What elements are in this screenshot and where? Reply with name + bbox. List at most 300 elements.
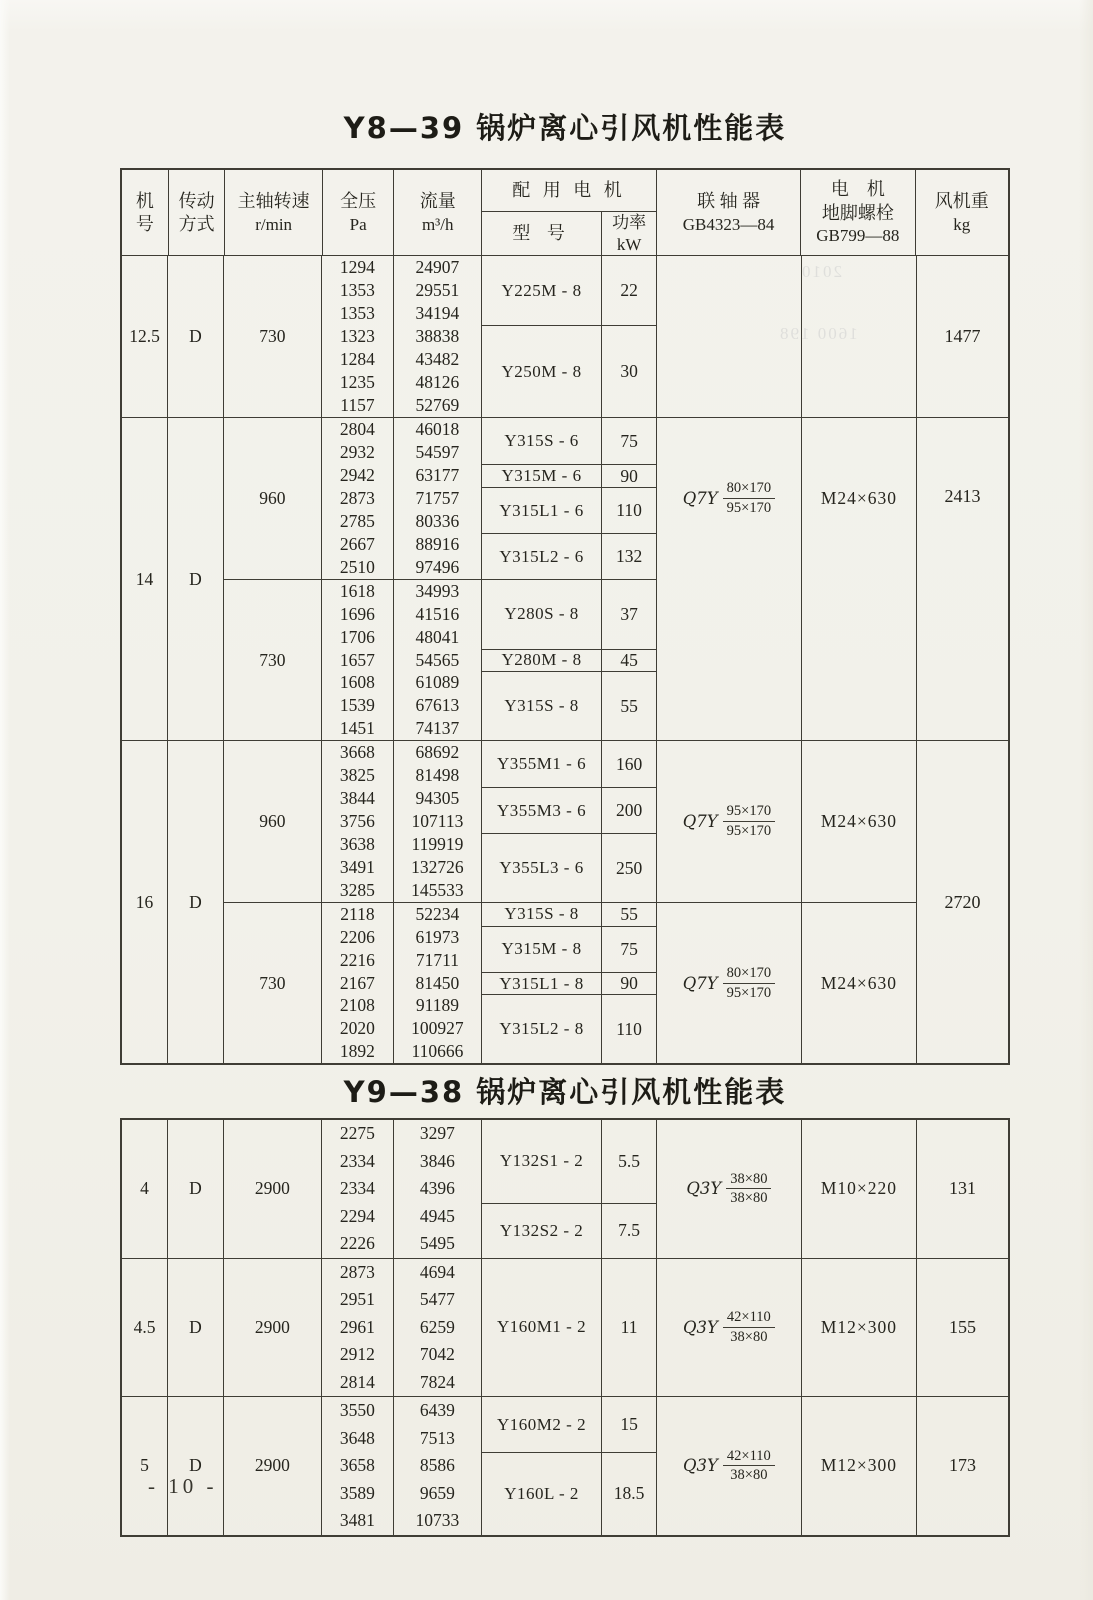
flow-column (393, 256, 481, 417)
anchor-bolt-cell (801, 1397, 916, 1535)
coupling-type: Q3Y (683, 1456, 718, 1476)
flow-value: 6259 (419, 1316, 455, 1337)
coupling-size-bottom: 38×80 (730, 1467, 768, 1484)
block-rows (223, 256, 916, 417)
motor-column (481, 256, 656, 417)
flow-value: 3846 (419, 1150, 455, 1171)
coupling-size-top: 80×170 (723, 480, 775, 499)
motor-power-kw: 90 (601, 973, 656, 995)
coupling-cell (656, 902, 801, 1063)
motor-row (482, 580, 656, 649)
coupling-value (683, 1309, 775, 1345)
pressure-value: 1608 (339, 672, 375, 693)
flow-value: 9659 (419, 1482, 455, 1503)
motor-model: Y280M - 8 (501, 650, 582, 670)
motor-model: Y315M - 6 (501, 466, 582, 485)
motor-power-kw: 160 (601, 741, 656, 787)
pressure-value: 2814 (339, 1371, 375, 1392)
speed-sub-block (223, 1120, 916, 1258)
flow-value: 4396 (419, 1178, 455, 1199)
speed-sub-block (223, 579, 916, 740)
pressure-value: 3550 (339, 1400, 375, 1421)
motor-model: Y355L3 - 6 (499, 858, 584, 877)
flow-value: 29551 (415, 280, 460, 300)
anchor-bolt-value: M24×630 (820, 972, 897, 993)
coupling-value (686, 1171, 771, 1207)
fan-size-block (122, 256, 1008, 417)
coupling-type: Q7Y (682, 973, 718, 993)
motor-row (482, 833, 656, 902)
speed-sub-block (223, 1397, 916, 1535)
header-fan-no: 机 号 (135, 190, 154, 234)
motor-power-kw: 55 (601, 672, 656, 740)
flow-value: 67613 (415, 695, 460, 716)
motor-power-kw: 90 (601, 465, 656, 487)
flow-value: 145533 (411, 880, 464, 900)
pressure-value: 3658 (339, 1455, 375, 1476)
flow-value: 71757 (415, 488, 460, 508)
shaft-speed-value: 730 (223, 579, 321, 740)
flow-value: 6439 (419, 1400, 455, 1421)
flow-column (393, 1259, 481, 1397)
motor-row (482, 1397, 656, 1452)
flow-value: 3297 (419, 1123, 455, 1144)
motor-row (482, 994, 656, 1063)
pressure-column (321, 902, 393, 1063)
shaft-speed-value: 2900 (223, 1259, 321, 1397)
flow-value: 54565 (415, 649, 460, 670)
pressure-value: 3756 (339, 811, 375, 831)
motor-power-kw: 110 (601, 995, 656, 1063)
fan-size-block (122, 740, 1008, 1063)
anchor-bolt-cell (801, 418, 916, 579)
fan-no-value: 12.5 (129, 326, 160, 346)
pressure-value: 2167 (339, 972, 375, 993)
anchor-bolt-cell (801, 741, 916, 902)
coupling-cell (656, 256, 801, 417)
flow-value: 52769 (415, 395, 460, 415)
motor-row (482, 487, 656, 533)
flow-value: 74137 (415, 718, 460, 739)
flow-column (393, 579, 481, 740)
coupling-cell (656, 741, 801, 902)
flow-value: 7042 (419, 1344, 455, 1365)
header-motor-model: 型 号 (512, 223, 571, 244)
motor-power-kw: 11 (601, 1259, 656, 1397)
pressure-value: 2932 (339, 442, 375, 462)
bleed-through-text: 1600 198 (778, 324, 858, 343)
header-motor-group (481, 170, 656, 255)
pressure-value: 1284 (339, 349, 375, 369)
table1-body (122, 256, 1008, 1063)
coupling-type: Q7Y (682, 489, 718, 508)
block-rows (223, 741, 916, 1063)
motor-power-kw: 75 (601, 927, 656, 972)
coupling-value (683, 480, 775, 516)
coupling-size-fraction (723, 1309, 775, 1345)
motor-model: Y315L1 - 6 (499, 500, 584, 520)
anchor-bolt-value: M24×630 (820, 488, 897, 508)
header-drive-type: 传动 方式 (168, 170, 225, 255)
coupling-value (683, 1448, 775, 1484)
motor-power-kw: 22 (601, 256, 656, 325)
motor-model: Y132S1 - 2 (499, 1151, 584, 1171)
motor-model: Y280S - 8 (504, 604, 579, 624)
motor-model: Y315S - 8 (504, 904, 579, 924)
speed-sub-block (223, 741, 916, 902)
coupling-value (683, 803, 775, 839)
pressure-column (321, 579, 393, 740)
anchor-bolt-value: M24×630 (820, 811, 897, 831)
shaft-speed-value: 960 (223, 418, 321, 579)
pressure-value: 3589 (339, 1482, 375, 1503)
header-total-pressure: 全压 Pa (322, 170, 394, 255)
pressure-value: 2785 (339, 511, 375, 531)
motor-row (482, 1259, 656, 1397)
header-shaft-speed: 主轴转速 r/min (224, 170, 321, 255)
pressure-value: 1353 (339, 303, 375, 323)
flow-value: 48126 (415, 372, 460, 392)
coupling-cell (656, 418, 801, 579)
anchor-bolt-value: M10×220 (820, 1178, 897, 1199)
header-motor-group-label: 配 用 电 机 (482, 170, 656, 212)
coupling-value (683, 965, 775, 1001)
coupling-size-fraction (723, 1448, 775, 1484)
pressure-value: 1235 (339, 372, 375, 392)
pressure-value: 2804 (339, 419, 375, 439)
fan-no-value: 14 (135, 568, 154, 589)
flow-value: 91189 (415, 995, 459, 1016)
motor-row (482, 903, 656, 926)
pressure-column (321, 741, 393, 902)
pressure-value: 1539 (339, 695, 375, 716)
header-coupling: 联 轴 器 GB4323—84 (656, 170, 800, 255)
motor-model: Y315L1 - 8 (499, 973, 584, 993)
pressure-value: 3285 (339, 880, 375, 900)
flow-value: 38838 (415, 326, 460, 346)
block-rows (223, 418, 916, 740)
motor-power-kw: 15 (601, 1397, 656, 1452)
pressure-value: 2942 (339, 465, 375, 485)
flow-column (393, 1120, 481, 1258)
motor-row (482, 325, 656, 417)
pressure-value: 2912 (339, 1344, 375, 1365)
flow-value: 61089 (415, 672, 460, 693)
flow-value: 119919 (411, 834, 464, 854)
header-flow-rate: 流量 m³/h (393, 170, 481, 255)
anchor-bolt-cell (801, 902, 916, 1063)
motor-model: Y250M - 8 (501, 361, 582, 381)
motor-model: Y315S - 6 (504, 431, 579, 450)
pressure-value: 2873 (339, 1261, 375, 1282)
pressure-value: 2334 (339, 1178, 375, 1199)
flow-value: 46018 (415, 419, 460, 439)
table2-y9-38-performance (120, 1118, 1010, 1537)
anchor-bolt-value: M12×300 (820, 1316, 897, 1337)
flow-value: 4694 (419, 1261, 455, 1282)
coupling-size-fraction (723, 480, 775, 516)
shaft-speed-value: 730 (223, 902, 321, 1063)
pressure-value: 2961 (339, 1316, 375, 1337)
motor-power-kw: 250 (601, 834, 656, 902)
coupling-size-top: 42×110 (723, 1309, 775, 1328)
flow-value: 54597 (415, 442, 460, 462)
pressure-value: 1157 (340, 395, 375, 415)
flow-value: 4945 (419, 1205, 455, 1226)
speed-sub-block (223, 256, 916, 417)
motor-model: Y355M3 - 6 (497, 800, 587, 820)
fan-weight-value: 155 (916, 1259, 1008, 1397)
coupling-type: Q3Y (686, 1179, 722, 1199)
coupling-size-bottom: 95×170 (726, 984, 772, 1001)
pressure-value: 2873 (339, 488, 375, 508)
motor-power-kw: 18.5 (601, 1453, 656, 1535)
pressure-value: 2108 (339, 995, 375, 1016)
motor-power-kw: 132 (601, 534, 656, 579)
pressure-value: 1892 (339, 1041, 375, 1062)
pressure-value: 2226 (339, 1233, 375, 1254)
motor-model: Y315S - 8 (504, 696, 579, 716)
motor-row (482, 787, 656, 833)
pressure-value: 2216 (339, 949, 375, 970)
motor-row (482, 533, 656, 579)
flow-value: 10733 (415, 1510, 460, 1531)
pressure-value: 2020 (339, 1018, 375, 1039)
flow-value: 68692 (415, 742, 460, 762)
pressure-value: 2951 (339, 1289, 375, 1310)
pressure-value: 1618 (339, 580, 375, 601)
motor-row (482, 1452, 656, 1535)
coupling-type: Q3Y (683, 1317, 718, 1337)
flow-value: 5495 (419, 1233, 455, 1254)
pressure-value: 3481 (339, 1510, 375, 1531)
flow-value: 41516 (415, 603, 460, 624)
motor-row (482, 418, 656, 464)
motor-row (482, 671, 656, 740)
coupling-size-bottom: 38×80 (730, 1190, 768, 1207)
motor-model: Y160M1 - 2 (497, 1317, 587, 1337)
table1-header (122, 170, 1008, 256)
motor-column (481, 1259, 656, 1397)
table2-body (122, 1120, 1008, 1535)
coupling-size-top: 38×80 (726, 1171, 771, 1190)
flow-column (393, 902, 481, 1063)
anchor-bolt-cell (801, 1120, 916, 1258)
motor-column (481, 1120, 656, 1258)
drive-type-value: D (167, 1397, 223, 1535)
flow-value: 80336 (415, 511, 460, 531)
coupling-size-fraction (723, 803, 775, 839)
pressure-value: 1323 (339, 326, 375, 346)
motor-power-kw: 75 (601, 418, 656, 464)
motor-row (482, 464, 656, 487)
flow-value: 107113 (411, 811, 464, 831)
table2-title: Y9—38 锅炉离心引风机性能表 (343, 1075, 787, 1109)
flow-value: 8586 (419, 1455, 455, 1476)
motor-model: Y315L2 - 8 (499, 1019, 584, 1039)
coupling-type: Q7Y (682, 812, 718, 831)
motor-power-kw: 200 (601, 788, 656, 833)
motor-column (481, 1397, 656, 1535)
block-rows (223, 1120, 916, 1258)
speed-sub-block (223, 418, 916, 579)
pressure-value: 3844 (339, 788, 375, 808)
pressure-value: 2118 (340, 903, 375, 924)
block-rows (223, 1259, 916, 1397)
anchor-bolt-cell (801, 579, 916, 740)
fan-weight-value: 2720 (916, 741, 1008, 1063)
fan-weight-value: 2413 (916, 418, 1008, 740)
motor-column (481, 418, 656, 579)
pressure-value: 1294 (339, 257, 375, 277)
motor-model: Y355M1 - 6 (497, 754, 587, 773)
pressure-value: 2510 (339, 557, 375, 577)
fan-no-value: 4 (140, 1178, 149, 1199)
flow-value: 63177 (415, 465, 460, 485)
motor-power-kw: 37 (601, 580, 656, 649)
motor-power-kw: 5.5 (601, 1120, 656, 1203)
coupling-cell (656, 1259, 801, 1397)
flow-value: 88916 (415, 534, 460, 554)
coupling-size-fraction (723, 965, 775, 1001)
drive-type-value: D (167, 741, 223, 1063)
motor-power-kw: 7.5 (601, 1204, 656, 1258)
fan-weight-value: 173 (916, 1397, 1008, 1535)
drive-type-value: D (167, 256, 223, 417)
flow-value: 71711 (415, 949, 459, 970)
motor-model: Y160L - 2 (504, 1483, 579, 1503)
flow-value: 43482 (415, 349, 460, 369)
speed-sub-block (223, 902, 916, 1063)
pressure-column (321, 1120, 393, 1258)
flow-value: 81450 (415, 972, 460, 993)
coupling-size-bottom: 95×170 (726, 823, 772, 839)
flow-value: 5477 (419, 1289, 455, 1310)
header-anchor-bolt: 电 机 地脚螺栓 GB799—88 (800, 170, 914, 255)
motor-model: Y132S2 - 2 (499, 1220, 584, 1240)
pressure-value: 1696 (339, 603, 375, 624)
motor-row (482, 1203, 656, 1258)
page-number: - 10 - (148, 1474, 218, 1498)
flow-value: 34993 (415, 580, 460, 601)
motor-power-kw: 55 (601, 903, 656, 926)
flow-column (393, 418, 481, 579)
motor-column (481, 579, 656, 740)
pressure-column (321, 1397, 393, 1535)
coupling-size-top: 80×170 (723, 965, 775, 984)
coupling-cell (656, 1120, 801, 1258)
fan-no-value: 16 (135, 891, 154, 912)
flow-value: 7824 (419, 1371, 455, 1392)
motor-column (481, 741, 656, 902)
fan-size-block (122, 1396, 1008, 1535)
header-motor-power: 功率 kW (601, 212, 656, 255)
flow-value: 52234 (415, 903, 460, 924)
pressure-value: 3638 (339, 834, 375, 854)
motor-model: Y315M - 8 (501, 939, 582, 959)
motor-power-kw: 30 (601, 326, 656, 417)
flow-value: 24907 (415, 257, 460, 277)
pressure-value: 3825 (339, 765, 375, 785)
flow-value: 100927 (411, 1018, 464, 1039)
shaft-speed-value: 960 (223, 741, 321, 902)
pressure-value: 2275 (339, 1123, 375, 1144)
fan-size-block (122, 417, 1008, 740)
pressure-column (321, 418, 393, 579)
motor-row (482, 649, 656, 672)
table1-y8-39-performance (120, 168, 1010, 1065)
flow-value: 81498 (415, 765, 460, 785)
motor-column (481, 902, 656, 1063)
flow-value: 94305 (415, 788, 460, 808)
fan-size-block (122, 1120, 1008, 1258)
pressure-value: 2667 (339, 534, 375, 554)
drive-type-value: D (167, 1120, 223, 1258)
fan-weight-value: 1477 (916, 256, 1008, 417)
block-rows (223, 1397, 916, 1535)
shaft-speed-value: 2900 (223, 1397, 321, 1535)
fan-weight-value: 131 (916, 1120, 1008, 1258)
motor-model: Y160M2 - 2 (497, 1414, 587, 1434)
motor-row (482, 926, 656, 972)
anchor-bolt-cell (801, 256, 916, 417)
pressure-value: 3668 (339, 742, 375, 762)
motor-power-kw: 45 (601, 650, 656, 672)
table1-title: Y8—39 锅炉离心引风机性能表 (343, 111, 787, 145)
pressure-value: 3491 (339, 857, 375, 877)
coupling-size-fraction (726, 1171, 771, 1207)
drive-type-value: D (167, 1259, 223, 1397)
motor-row (482, 741, 656, 787)
pressure-value: 2206 (339, 926, 375, 947)
pressure-value: 2294 (339, 1205, 375, 1226)
coupling-size-top: 95×170 (723, 803, 775, 822)
coupling-size-top: 42×110 (723, 1448, 775, 1467)
flow-value: 7513 (419, 1427, 455, 1448)
motor-model: Y315L2 - 6 (499, 546, 584, 566)
flow-value: 61973 (415, 926, 460, 947)
shaft-speed-value: 2900 (223, 1120, 321, 1258)
motor-row (482, 256, 656, 325)
bleed-through-text: 2010 (800, 262, 842, 281)
speed-sub-block (223, 1259, 916, 1397)
pressure-value: 1451 (339, 718, 375, 739)
flow-value: 132726 (411, 857, 464, 877)
pressure-value: 1657 (339, 649, 375, 670)
fan-size-block (122, 1258, 1008, 1397)
coupling-size-bottom: 38×80 (730, 1328, 768, 1345)
motor-power-kw: 110 (601, 488, 656, 533)
flow-column (393, 1397, 481, 1535)
pressure-value: 3648 (339, 1427, 375, 1448)
fan-no-value: 5 (140, 1455, 149, 1476)
anchor-bolt-cell (801, 1259, 916, 1397)
flow-column (393, 741, 481, 902)
pressure-value: 1706 (339, 626, 375, 647)
flow-value: 34194 (415, 303, 460, 323)
motor-row (482, 1120, 656, 1203)
flow-value: 97496 (415, 557, 460, 577)
coupling-size-bottom: 95×170 (726, 500, 772, 516)
motor-row (482, 972, 656, 995)
flow-value: 110666 (411, 1041, 464, 1062)
flow-value: 48041 (415, 626, 460, 647)
shaft-speed-value: 730 (223, 256, 321, 417)
pressure-column (321, 256, 393, 417)
pressure-value: 2334 (339, 1150, 375, 1171)
coupling-cell (656, 1397, 801, 1535)
drive-type-value: D (167, 418, 223, 740)
